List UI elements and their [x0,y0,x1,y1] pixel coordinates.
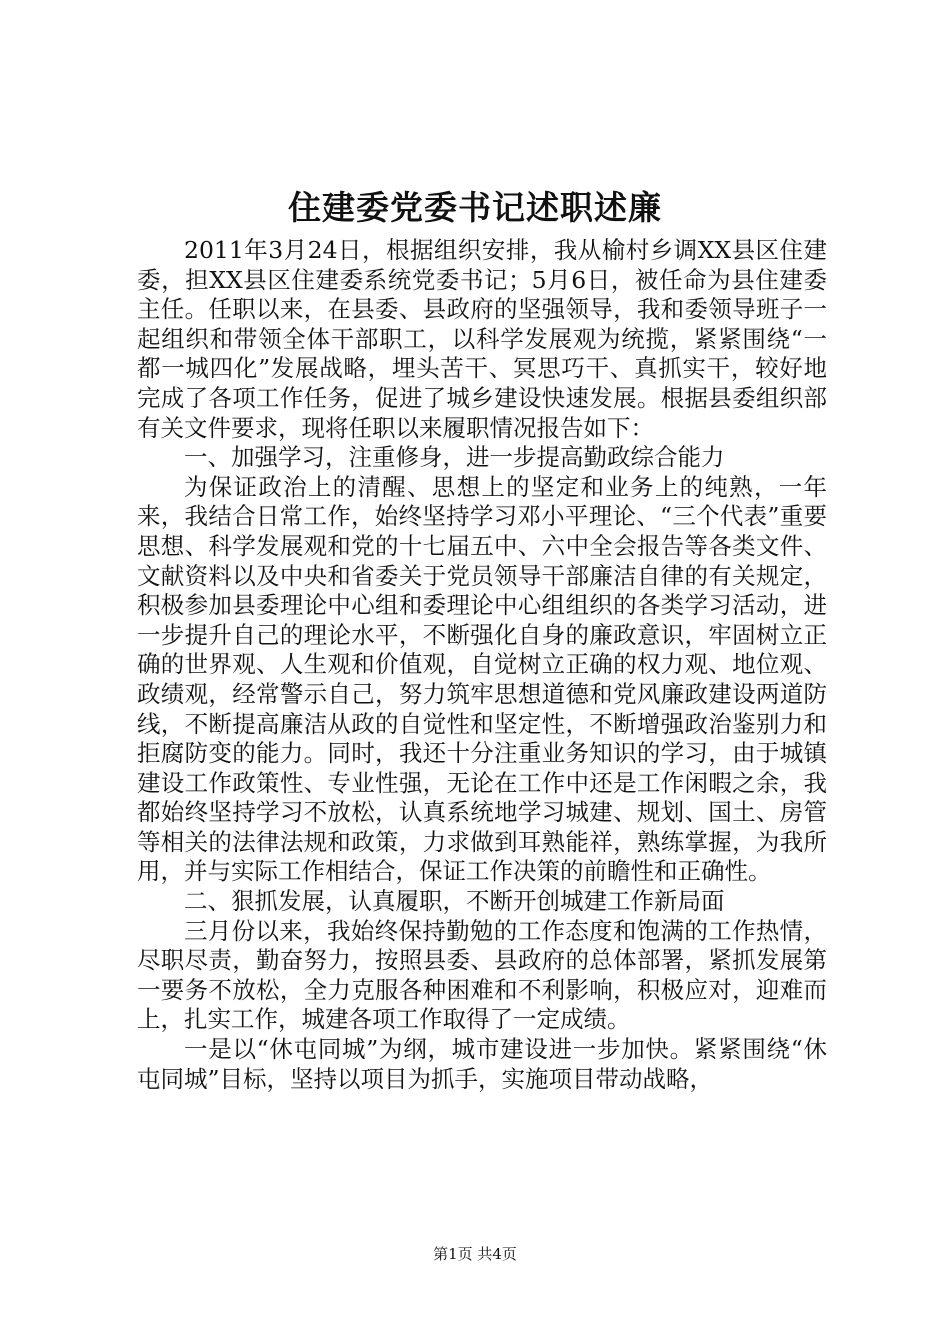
paragraph-study: 为保证政治上的清醒、思想上的坚定和业务上的纯熟，一年来，我结合日常工作，始终坚持学习邓小平理论、“三个代表”重要思想、科学发展观和党的十七届五中、六中全会报告等各类文件、文献资料以及中央和省委关于党员领导干部廉洁自律的有关规定，积极参加县委理论中心组和委理论中心组组织的各类学习活动，进一步提升自己的理论水平，不断强化自身的廉政意识，牢固树立正确的世界观、人生观和价值观，自觉树立正确的权力观、地位观、政绩观，经常警示自己，努力筑牢思想道德和党风廉政建设两道防线，不断提高廉洁从政的自觉性和坚定性，不断增强政治鉴别力和拒腐防变的能力。同时，我还十分注重业务知识的学习，由于城镇建设工作政策性、专业性强，无论在工作中还是工作闲暇之余，我都始终坚持学习不放松，认真系统地学习城建、规划、国土、房管等相关的法律法规和政策，力求做到耳熟能祥，熟练掌握，为我所用，并与实际工作相结合，保证工作决策的前瞻性和正确性。 [137,472,827,886]
paragraph-intro: 2011年3月24日，根据组织安排，我从榆村乡调XX县区住建委，担XX县区住建委系统党委书记；5月6日，被任命为县住建委主任。任职以来，在县委、县政府的坚强领导，我和委领导班子一起组织和带领全体干部职工，以科学发展观为统揽，紧紧围绕“一都一城四化”发展战略，埋头苦干、冥思巧干、真抓实干，较好地完成了各项工作任务，促进了城乡建设快速发展。根据县委组织部有关文件要求，现将任职以来履职情况报告如下： [137,236,827,442]
paragraph-city-construction: 一是以“休屯同城”为纲，城市建设进一步加快。紧紧围绕“休屯同城”目标，坚持以项目为抓手，实施项目带动战略， [137,1035,827,1093]
page-footer: 第1页 共4页 [433,1245,517,1263]
document-body [137,236,827,1094]
paragraph-development: 三月份以来，我始终保持勤勉的工作态度和饱满的工作热情，尽职尽责，勤奋努力，按照县委、县政府的总体部署，紧抓发展第一要务不放松，全力克服各种困难和不利影响，积极应对，迎难而上，扎实工作，城建各项工作取得了一定成绩。 [137,916,827,1034]
section-heading-2: 二、狠抓发展，认真履职，不断开创城建工作新局面 [184,887,725,916]
document-title: 住建委党委书记述职述廉 [288,188,662,227]
section-heading-1: 一、加强学习，注重修身，进一步提高勤政综合能力 [184,443,725,472]
